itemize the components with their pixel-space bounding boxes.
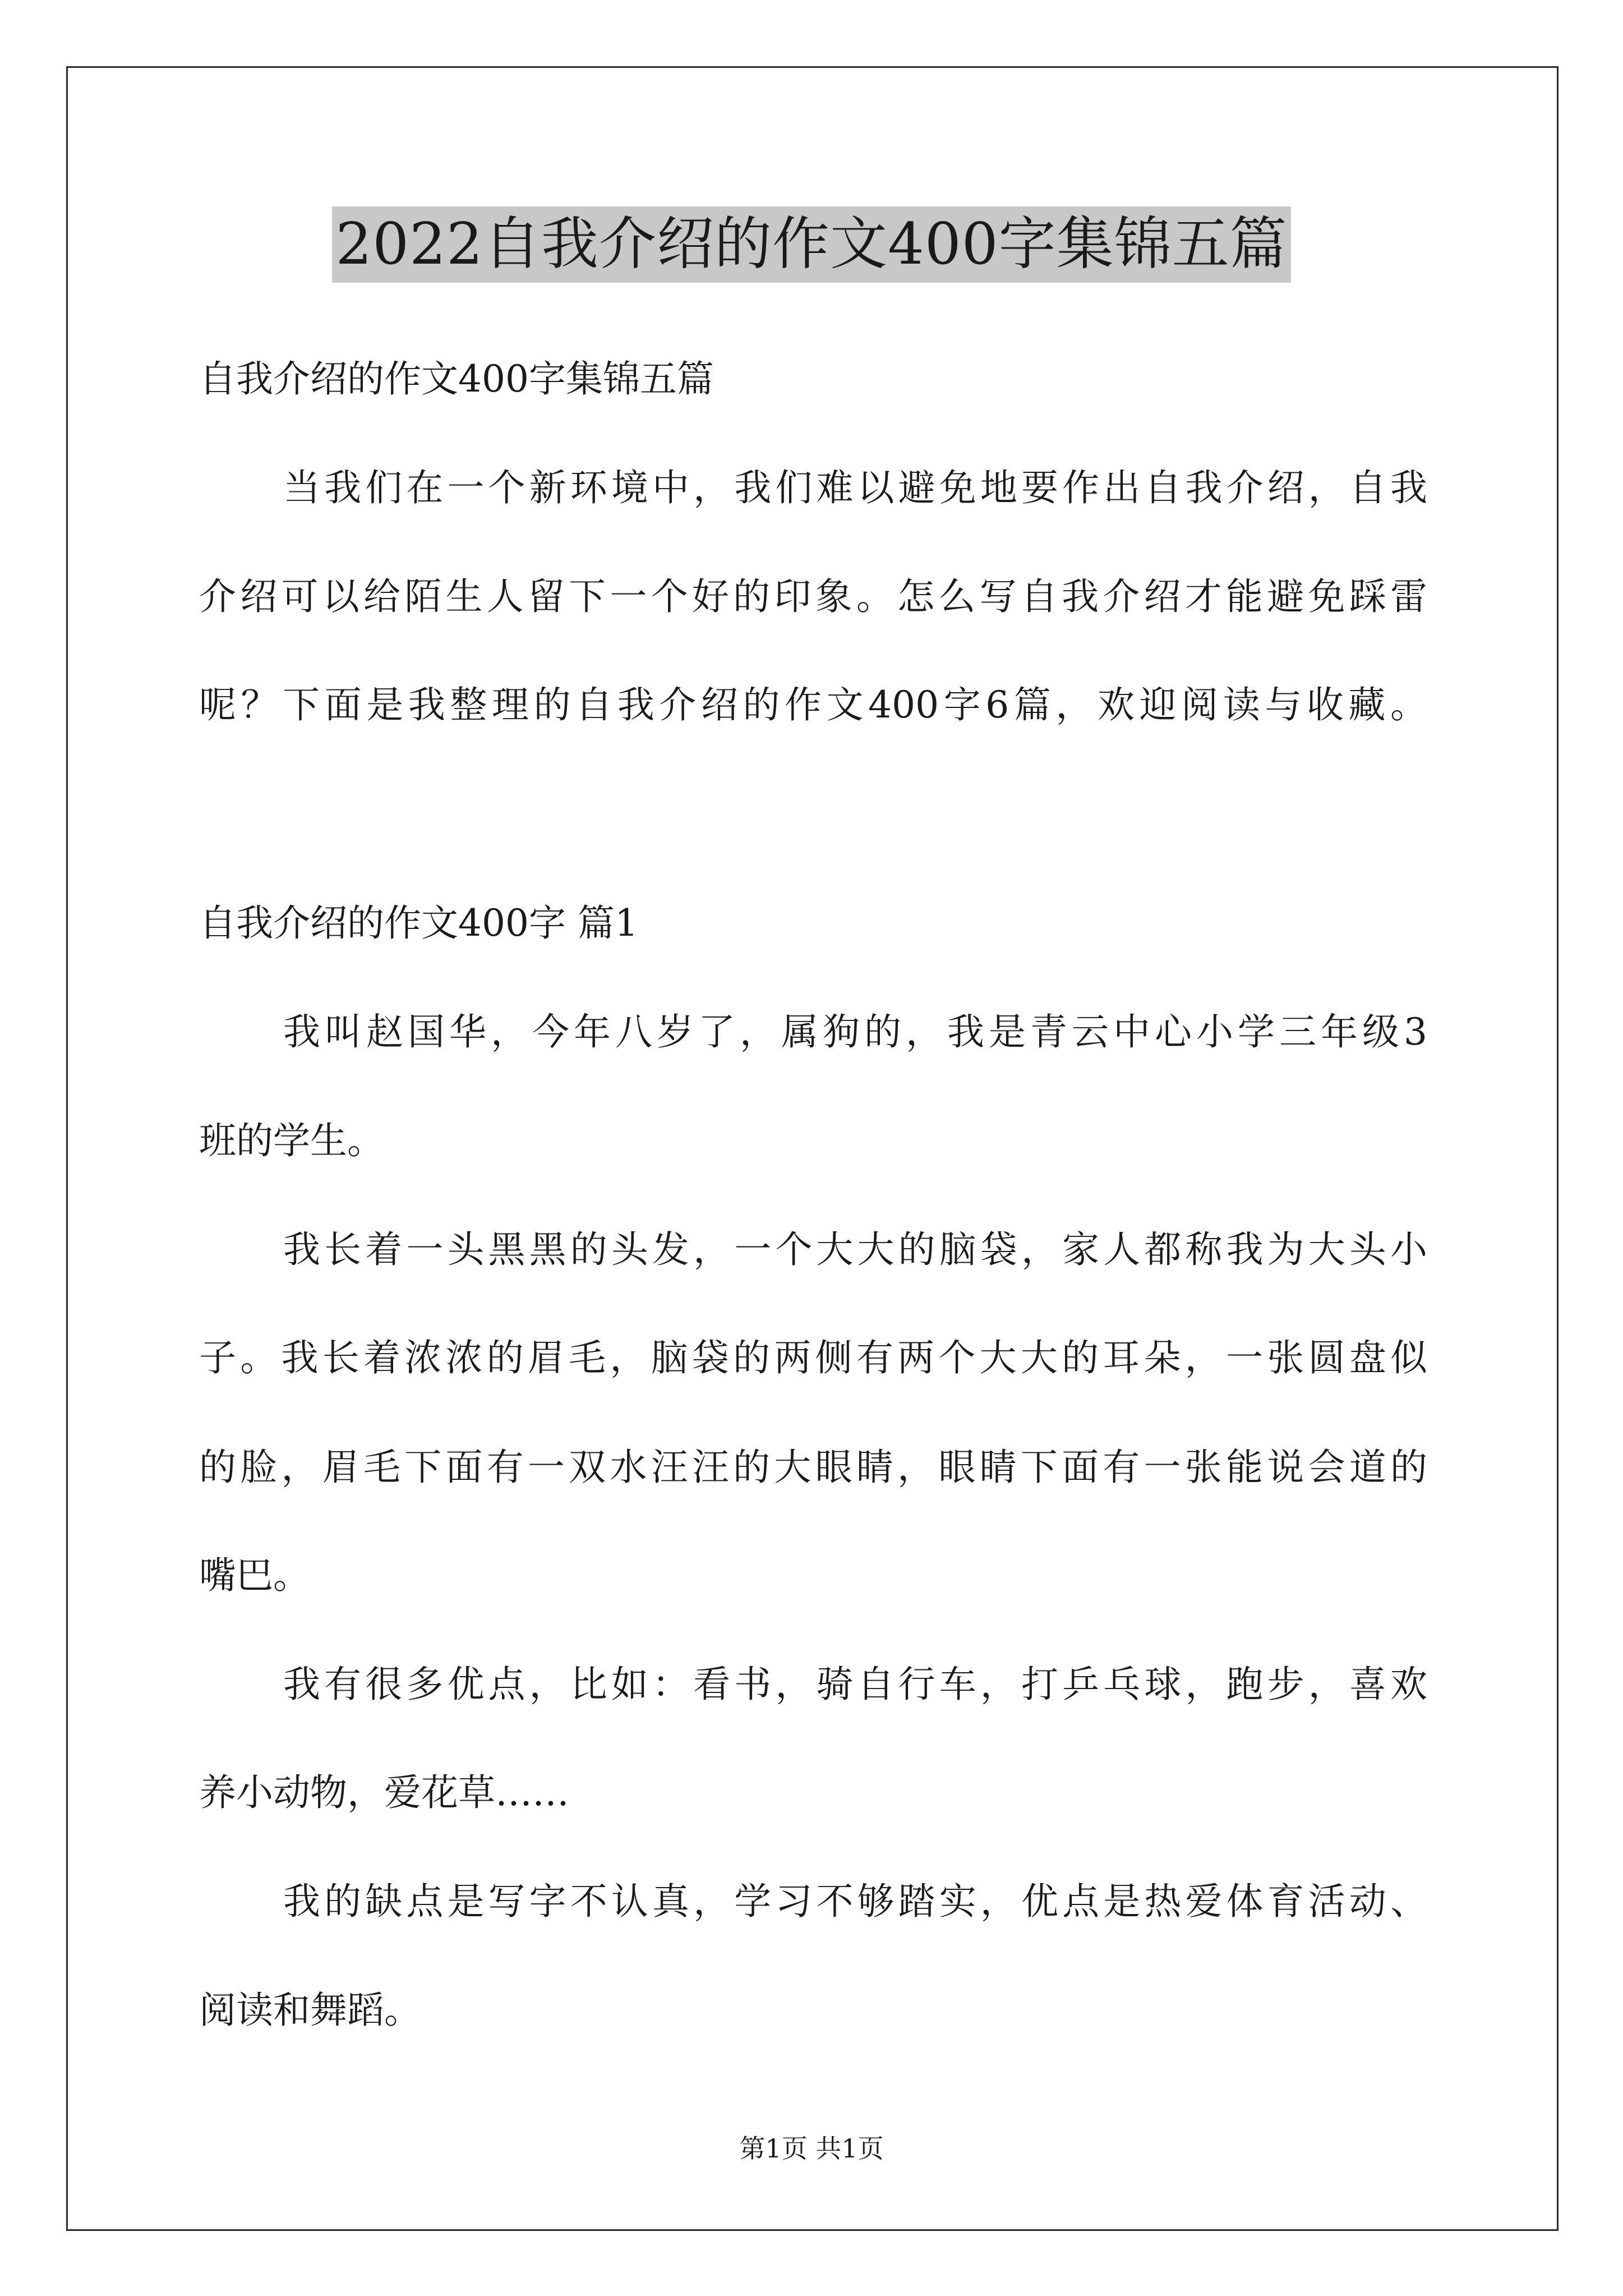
paragraph1-line-1: 我叫赵国华，今年八岁了，属狗的，我是青云中心小学三年级3 (283, 1010, 1427, 1053)
paragraph2-line-2: 子。我长着浓浓的眉毛，脑袋的两侧有两个大大的耳朵，一张圆盘似 (199, 1336, 1427, 1379)
paragraph2-line-4: 嘴巴。 (199, 1554, 310, 1597)
section-heading: 自我介绍的作文400字 篇1 (199, 901, 638, 945)
intro-line-1: 当我们在一个新环境中，我们难以避免地要作出自我介绍，自我 (283, 466, 1427, 509)
document-subtitle: 自我介绍的作文400字集锦五篇 (199, 357, 714, 401)
intro-line-2: 介绍可以给陌生人留下一个好的印象。怎么写自我介绍才能避免踩雷 (199, 575, 1427, 618)
paragraph2-line-3: 的脸，眉毛下面有一双水汪汪的大眼睛，眼睛下面有一张能说会道的 (199, 1446, 1427, 1489)
page-footer: 第1页 共1页 (739, 2133, 884, 2164)
paragraph3-line-2: 养小动物，爱花草…… (199, 1771, 569, 1814)
document-title: 2022自我介绍的作文400字集锦五篇 (332, 206, 1290, 283)
paragraph3-line-1: 我有很多优点，比如：看书，骑自行车，打乒乓球，跑步，喜欢 (283, 1663, 1427, 1706)
title-container (0, 206, 1623, 283)
paragraph4-line-1: 我的缺点是写字不认真，学习不够踏实，优点是热爱体育活动、 (283, 1880, 1427, 1923)
paragraph1-line-2: 班的学生。 (199, 1119, 384, 1162)
paragraph4-line-2: 阅读和舞蹈。 (199, 1989, 421, 2032)
paragraph2-line-1: 我长着一头黑黑的头发，一个大大的脑袋，家人都称我为大头小 (283, 1228, 1427, 1271)
intro-line-3: 呢？下面是我整理的自我介绍的作文400字6篇，欢迎阅读与收藏。 (199, 683, 1427, 726)
